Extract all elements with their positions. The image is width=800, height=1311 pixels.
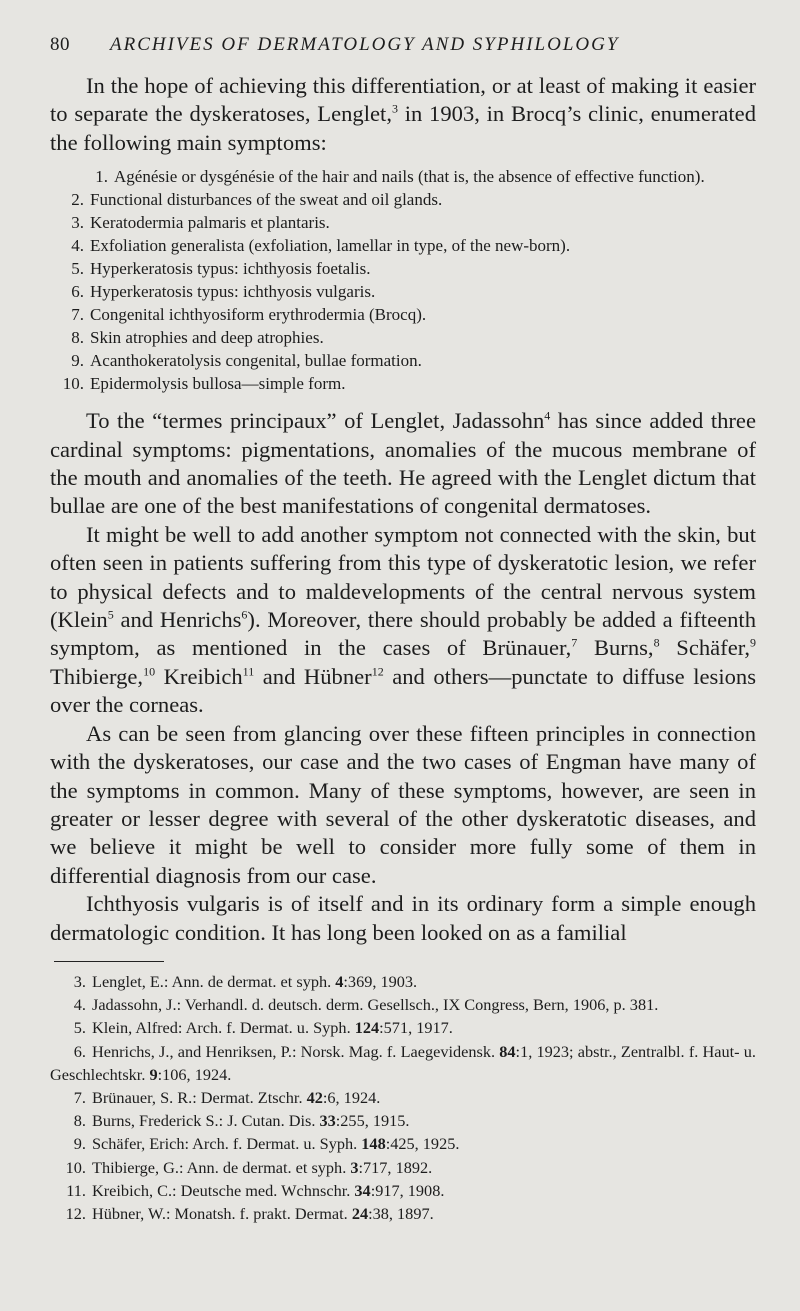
footnote-pages: :38, 1897.: [368, 1203, 434, 1223]
symptom-text: Agénésie or dysgénésie of the hair and nails (that is, the absence of effective function).: [114, 167, 705, 187]
symptom-text: Epidermolysis bullosa—simple form.: [90, 374, 346, 394]
symptom-item: [50, 165, 756, 188]
footnote-item: [50, 1109, 756, 1132]
paragraph-text: Burns,: [577, 635, 654, 661]
footnote-ref[interactable]: 8: [653, 635, 660, 650]
paragraph-text: and Hübner: [254, 663, 372, 689]
footnote-pages: :106, 1924.: [157, 1064, 232, 1084]
paragraph-text: Kreibich: [155, 663, 243, 689]
footnote-pages: :717, 1892.: [358, 1157, 433, 1177]
footnote-volume: 148: [361, 1134, 386, 1154]
footnote-number: 12.: [65, 1203, 86, 1223]
paragraph-intro: [50, 72, 756, 157]
symptom-text: Functional disturbances of the sweat and oil glands.: [90, 190, 443, 210]
paragraph-text: To the “termes principaux” of Lenglet, Jadassohn: [86, 408, 545, 434]
footnote-volume: 24: [351, 1203, 369, 1223]
footnote-number: 3.: [73, 971, 86, 991]
running-title: ARCHIVES OF DERMATOLOGY AND SYPHILOLOGY: [110, 34, 620, 55]
footnote-pages: :425, 1925.: [385, 1134, 460, 1154]
footnote-item: [50, 993, 756, 1016]
symptom-number: 5.: [71, 259, 84, 279]
footnote-ref[interactable]: 7: [571, 635, 578, 650]
paragraph-text: Thibierge,: [50, 663, 144, 689]
symptom-item: [50, 303, 756, 326]
symptom-text: Exfoliation generalista (exfoliation, lamellar in type, of the new-born).: [90, 236, 571, 256]
footnote-citation: Brünauer, S. R.: Dermat. Ztschr.: [92, 1087, 307, 1107]
footnote-item: [50, 1016, 756, 1039]
footnote-volume: 84: [499, 1041, 516, 1061]
page-header: [50, 34, 756, 56]
footnote-ref[interactable]: 10: [143, 664, 156, 679]
footnote-ref[interactable]: 5: [107, 607, 114, 622]
footnote-citation: Thibierge, G.: Ann. de dermat. et syph.: [92, 1157, 351, 1177]
footnote-item: [50, 1156, 756, 1179]
footnote-item: [50, 1086, 756, 1109]
footnote-item: [50, 1132, 756, 1155]
footnote-number: 9.: [73, 1134, 86, 1154]
symptom-number: 8.: [71, 328, 84, 348]
paragraph-text: in 1903, in Brocq’s clinic, enumerated the following main symptoms:: [50, 101, 756, 155]
footnote-pages: :571, 1917.: [379, 1018, 453, 1038]
paragraph-text: In the hope of achieving this differentiation, or at least of making it easier to separate the dyskeratoses, Lenglet,: [50, 73, 756, 127]
symptom-item: [50, 280, 756, 303]
footnote-item: [50, 1179, 756, 1202]
footnote-volume: 3: [350, 1157, 359, 1177]
symptom-number: 9.: [71, 351, 84, 371]
paragraph-text: and Henrichs: [113, 607, 242, 633]
paragraph-fifteen-principles: As can be seen from glancing over these fifteen principles in connection with the dyskeratoses, our case and the two cases of Engman have many of the symptoms in common. Many of these symptoms, however, are seen in greater or lesser degree with several of the other dyskeratotic diseases, and we believe it might be well to consider more fully some of them in differential diagnosis from our case.: [50, 720, 756, 888]
paragraph-nervous-system: [50, 521, 756, 720]
footnote-ref[interactable]: 6: [241, 607, 248, 622]
symptom-number: 6.: [71, 282, 84, 302]
footnote-pages: :255, 1915.: [335, 1111, 410, 1131]
footnote-citation: Jadassohn, J.: Verhandl. d. deutsch. derm. Gesellsch., IX Congress, Bern, 1906, p. 381.: [92, 995, 659, 1015]
footnote-volume: 33: [319, 1111, 336, 1131]
footnote-number: 8.: [73, 1111, 86, 1131]
symptom-item: [50, 372, 756, 395]
symptom-number: 2.: [71, 190, 84, 210]
footnote-number: 7.: [73, 1087, 86, 1107]
footnote-ref[interactable]: 11: [242, 664, 255, 679]
symptom-item: [50, 211, 756, 234]
symptom-number: 1.: [95, 167, 108, 187]
symptom-item: [50, 188, 756, 211]
footnote-volume: 34: [354, 1180, 371, 1200]
footnote-ref[interactable]: 4: [544, 408, 551, 423]
footnote-item: [50, 970, 756, 993]
footnote-volume: 4: [335, 971, 344, 991]
paragraph-jadassohn: [50, 407, 756, 521]
symptom-text: Keratodermia palmaris et plantaris.: [90, 213, 330, 233]
footnote-ref[interactable]: 9: [750, 635, 757, 650]
symptom-item: [50, 349, 756, 372]
footnote-list: [50, 970, 756, 1225]
footnote-number: 10.: [65, 1157, 86, 1177]
footnote-citation: Henrichs, J., and Henriksen, P.: Norsk. Mag. f. Laegevidensk.: [92, 1041, 500, 1061]
footnote-citation: Kreibich, C.: Deutsche med. Wchnschr.: [92, 1180, 355, 1200]
footnote-number: 11.: [66, 1180, 86, 1200]
symptom-number: 3.: [71, 213, 84, 233]
symptom-text: Hyperkeratosis typus: ichthyosis vulgaris.: [90, 282, 376, 302]
footnote-citation: Burns, Frederick S.: J. Cutan. Dis.: [92, 1111, 320, 1131]
footnote-pages: :1, 1923; abstr., Zentralbl. f. Haut- u. Geschlechtskr.: [50, 1041, 757, 1084]
footnote-volume: 9: [149, 1064, 158, 1084]
symptom-number: 7.: [71, 305, 84, 325]
footnote-ref[interactable]: 12: [371, 664, 384, 679]
footnote-volume: 124: [354, 1018, 380, 1038]
footnote-citation: Schäfer, Erich: Arch. f. Dermat. u. Syph.: [92, 1134, 362, 1154]
footnote-number: 5.: [73, 1018, 86, 1038]
footnote-citation: Lenglet, E.: Ann. de dermat. et syph.: [92, 971, 336, 991]
footnote-divider: [54, 961, 164, 962]
paragraph-text: It might be well to add another symptom not connected with the skin, but often seen in patients suffering from this type of dyskeratotic lesion, we refer to physical defects and to maldevelopments of the central nervous system (Klein: [50, 521, 756, 633]
footnote-number: 6.: [73, 1041, 86, 1061]
footnote-pages: :369, 1903.: [343, 971, 418, 991]
paragraph-text: Schäfer,: [659, 635, 751, 661]
footnote-citation: Klein, Alfred: Arch. f. Dermat. u. Syph.: [92, 1018, 355, 1038]
footnote-ref[interactable]: 3: [391, 101, 398, 116]
symptom-list: [50, 165, 756, 395]
footnote-number: 4.: [73, 995, 86, 1015]
symptom-item: [50, 326, 756, 349]
symptom-item: [50, 257, 756, 280]
symptom-item: [50, 234, 756, 257]
symptom-text: Skin atrophies and deep atrophies.: [90, 328, 324, 348]
footnote-pages: :6, 1924.: [322, 1087, 381, 1107]
footnote-citation: Hübner, W.: Monatsh. f. prakt. Dermat.: [92, 1203, 352, 1223]
paragraph-text: has since added three cardinal symptoms: pigmentations, anomalies of the mucous membrane of the mouth and anomalies of the teeth. He agreed with the Lenglet dictum that bullae are one of the best manifestations of congenital dermatoses.: [50, 408, 756, 519]
footnote-item: [50, 1040, 756, 1086]
paragraph-text: and others—punctate to diffuse lesions over the corneas.: [50, 663, 756, 718]
footnote-item: [50, 1202, 756, 1225]
symptom-number: 4.: [71, 236, 84, 256]
symptom-text: Congenital ichthyosiform erythrodermia (Brocq).: [90, 305, 427, 325]
footnote-pages: :917, 1908.: [370, 1180, 445, 1200]
symptom-text: Acanthokeratolysis congenital, bullae formation.: [90, 351, 422, 371]
paragraph-text: ). Moreover, there should probably be added a fifteenth symptom, as mentioned in the cases of Brünauer,: [50, 607, 756, 661]
symptom-number: 10.: [62, 374, 84, 394]
paragraph-ichthyosis: Ichthyosis vulgaris is of itself and in its ordinary form a simple enough dermatologic condition. It has long been looked on as a familial: [50, 891, 756, 945]
page-number: 80: [50, 34, 70, 55]
footnote-volume: 42: [306, 1087, 323, 1107]
symptom-text: Hyperkeratosis typus: ichthyosis foetalis.: [90, 259, 371, 279]
